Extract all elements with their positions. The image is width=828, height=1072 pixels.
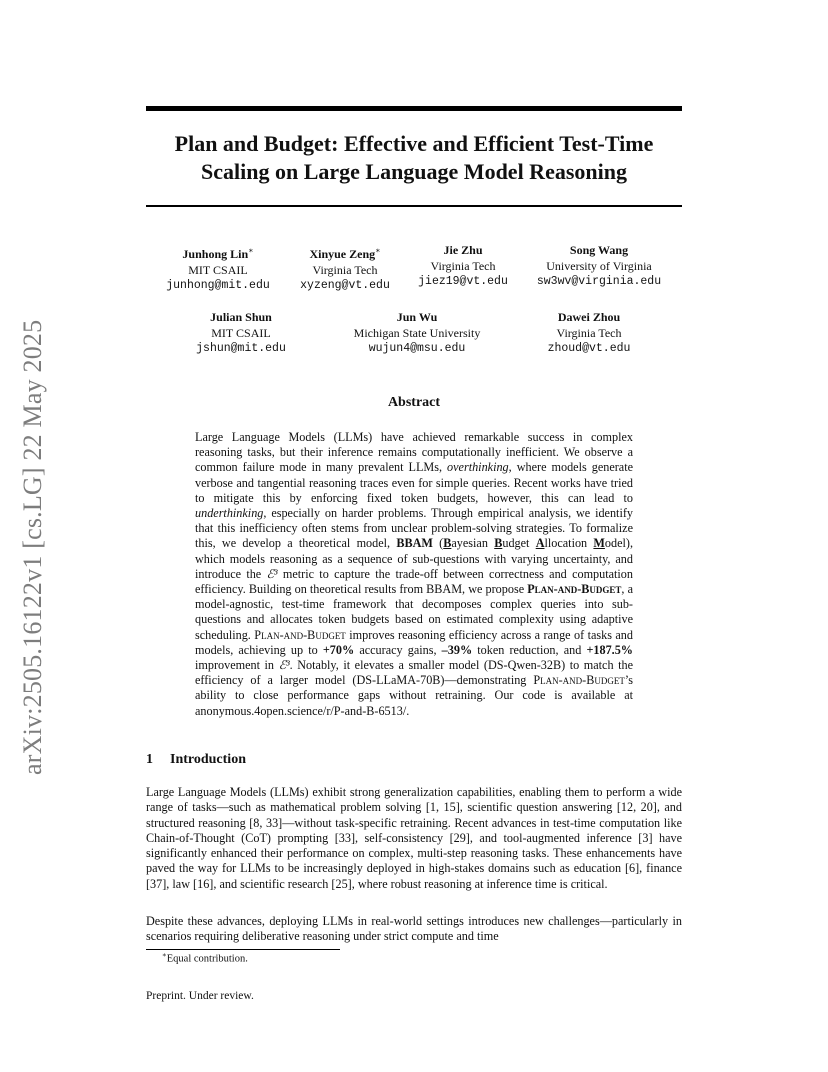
author-email: xyzeng@vt.edu [300,279,390,292]
method-name: Plan-and-Budget [533,673,625,688]
abstract-fragment: ), which models reasoning as a sequence of sub-questions with varying uncertainty, and introduce the [195,536,634,581]
section-title: Introduction [170,752,246,767]
author-affiliation: University of Virginia [546,258,652,273]
abstract-fragment: Large Language Models (LLMs) have achieved remarkable success in complex reasoning tasks, but their inference remains computationally inefficient. We observe a common failure mode in many prevalent LLMs, [195,430,633,475]
abstract-fragment: improves reasoning efficiency across a range of tasks and models, achieving up to [195,627,633,657]
title-top-rule [146,106,682,111]
title-bottom-rule [146,205,682,207]
e3-metric: ℰ³ [278,658,290,673]
abstract-fragment: improvement in [195,658,279,673]
abstract-fragment: ’s ability to close performance gaps without retraining. Our code is available at anonymous.4open.science/r/P-and-B-6513/. [195,673,633,718]
author-email: jiez19@vt.edu [418,275,508,288]
section-heading [146,752,246,768]
method-name: Plan-and-Budget [254,627,346,642]
author-block [317,310,517,357]
footnote-text: Equal contribution. [166,953,248,965]
intro-paragraph: Large Language Models (LLMs) exhibit strong generalization capabilities, enabling them to perform a wide range of tasks—such as mathematical problem solving [1, 15], scientific question answering [12, 20], and structured reasoning [8, 33]—without task-specific retraining. Recent advances in test-time computation like Chain-of-Thought (CoT) prompting [33], self-consistency [29], and tool-augmented inference [3] have significantly enhanced their performance on complex, multi-step reasoning tasks. These enhancements have paved the way for LLMs to be increasingly deployed in high-stakes domains such as education [6], finance [37], law [16], and scientific research [25], where robust reasoning at inference time is critical. [146,785,682,891]
abstract-fragment: odel [604,536,626,551]
author-email: sw3wv@virginia.edu [536,275,662,288]
author-name: Junhong Lin [182,247,249,261]
author-name: Jie Zhu [443,243,483,257]
author-email: zhoud@vt.edu [547,342,631,355]
author-affiliation: Virginia Tech [312,262,378,277]
author-block [499,243,699,290]
equal-contribution-mark: ∗ [375,246,381,255]
acronym-letter: A [535,536,545,551]
footnote-mark: ∗ [162,951,167,959]
section-number: 1 [146,752,153,767]
method-name: Plan-and-Budget [527,582,622,597]
abstract-fragment: , where models generate verbose and tangential reasoning traces even for simple queries. Recent works have tried to mitigate this by enforcing fixed token budgets, however, this can lead to [195,460,633,505]
e3-metric: ℰ³ [266,566,278,581]
abstract-fragment: accuracy gains, [354,642,442,657]
author-name: Song Wang [569,243,629,257]
author-email: jshun@mit.edu [196,342,286,355]
preprint-note: Preprint. Under review. [146,990,254,1002]
author-block [141,310,341,357]
footnote-rule [146,949,340,950]
author-name: Dawei Zhou [557,310,621,324]
result-number: –39% [441,642,473,657]
author-affiliation: Virginia Tech [556,325,622,340]
acronym-letter: M [593,536,605,551]
author-name: Xinyue Zeng [309,247,376,261]
abstract-emphasis: overthinking [447,460,509,475]
result-number: +187.5% [586,642,633,657]
paper-title [146,130,682,186]
result-number: +70% [322,642,355,657]
abstract-fragment: llocation [544,536,594,551]
author-affiliation: MIT CSAIL [188,262,248,277]
abstract-fragment: , especially on harder problems. Through empirical analysis, we identify that this inefficiency often stems from unclear problem-solving strategies. To formalize this, we develop a theoretical model, [195,506,633,551]
abstract-fragment: ayesian [451,536,495,551]
author-block [489,310,689,357]
abstract-text [195,430,633,719]
abstract-heading: Abstract [387,395,441,410]
author-affiliation: MIT CSAIL [211,325,271,340]
abstract-fragment: , a model-agnostic, test-time framework that decomposes complex queries into sub-questions and allocates token budgets based on estimated complexity using adaptive scheduling. [195,582,633,642]
title-line-2: Scaling on Large Language Model Reasoning [201,159,627,184]
author-email: wujun4@msu.edu [368,342,466,355]
author-email: junhong@mit.edu [166,279,270,292]
acronym-letter: B [494,536,503,551]
author-affiliation: Virginia Tech [430,258,496,273]
acronym-letter: B [443,536,452,551]
arxiv-identifier: arXiv:2505.16122v1 [cs.LG] 22 May 2025 [18,319,47,775]
intro-paragraph: Despite these advances, deploying LLMs in real-world settings introduces new challenges—particularly in scenarios requiring deliberative reasoning under strict compute and time [146,914,682,944]
abstract-fragment: metric to capture the trade-off between correctness and computation efficiency. Building on theoretical results from BBAM, we propose [195,566,633,597]
abstract-fragment: udget [502,536,536,551]
author-affiliation: Michigan State University [353,325,481,340]
author-name: Julian Shun [210,310,272,324]
author-name: Jun Wu [396,310,438,324]
title-line-1: Plan and Budget: Effective and Efficient Test-Time [174,131,654,156]
abstract-fragment: ( [432,536,444,551]
abstract-bold-term: BBAM [396,536,433,551]
abstract-emphasis: underthinking [195,506,264,521]
abstract-fragment: token reduction, and [472,642,587,657]
abstract-fragment: . Notably, it elevates a smaller model (DS-Qwen-32B) to match the efficiency of a larger model (DS-LLaMA-70B)—demonstrating [195,658,633,688]
equal-contribution-mark: ∗ [248,246,254,255]
footnote [162,951,248,965]
